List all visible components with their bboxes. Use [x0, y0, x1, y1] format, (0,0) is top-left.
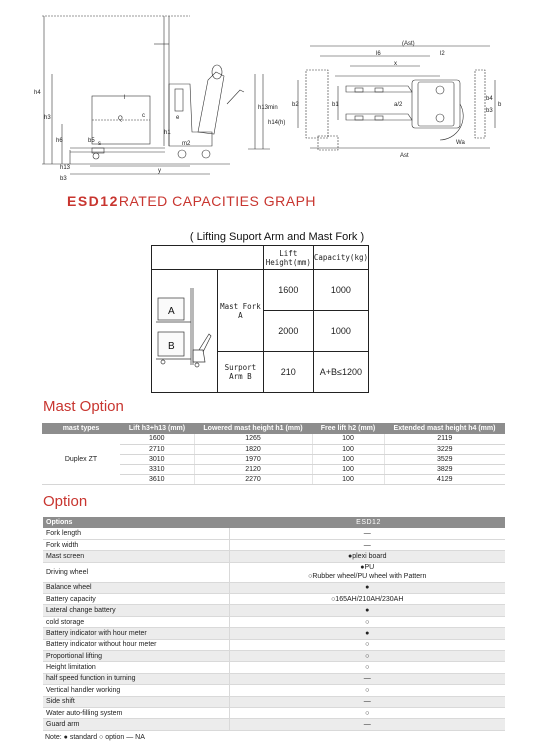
- option-name: half speed function in turning: [43, 673, 229, 684]
- mast-header: Extended mast height h4 (mm): [384, 423, 505, 434]
- header-lift-height: Lift Height(mm): [263, 246, 313, 270]
- free-lift-cell: 100: [312, 444, 384, 454]
- top-view-drawing: [290, 40, 510, 170]
- dim-label: l2: [440, 51, 445, 57]
- table-row: [43, 616, 505, 627]
- dim-label: b1: [332, 102, 339, 108]
- table-row: [43, 528, 505, 539]
- dim-label: b5: [88, 138, 95, 144]
- option-value: —: [229, 696, 505, 707]
- table-row: [43, 539, 505, 550]
- extended-height-cell: 4129: [384, 475, 505, 485]
- mast-header: Lift h3+h13 (mm): [120, 423, 194, 434]
- dim-label: x: [394, 61, 397, 67]
- label-a: A: [167, 306, 175, 317]
- model-code: ESD12: [67, 193, 119, 209]
- capacity-table: [151, 245, 369, 393]
- option-name: Vertical handler working: [43, 685, 229, 696]
- title-text: RATED CAPACITIES GRAPH: [118, 193, 317, 209]
- option-value: —: [229, 719, 505, 730]
- label-support-arm: Surport Arm B: [218, 352, 264, 393]
- extended-height-cell: 3229: [384, 444, 505, 454]
- table-row: [43, 685, 505, 696]
- option-name: Side shift: [43, 696, 229, 707]
- option-value: ○165AH/210AH/230AH: [229, 594, 505, 605]
- dim-label: b: [498, 102, 502, 108]
- mast-header: Lowered mast height h1 (mm): [194, 423, 312, 434]
- dim-label: h1: [164, 130, 171, 136]
- dim-label: b3: [60, 176, 67, 182]
- mast-option-table: [42, 423, 505, 485]
- extended-height-cell: 3529: [384, 454, 505, 464]
- lift-cell: 3610: [120, 475, 194, 485]
- option-name: Battery indicator with hour meter: [43, 628, 229, 639]
- option-name: Balance wheel: [43, 582, 229, 593]
- lowered-height-cell: 1820: [194, 444, 312, 454]
- capacity-table-blank: [152, 246, 264, 270]
- truck-load-illustration: [153, 270, 217, 390]
- mast-type: Duplex ZT: [42, 434, 120, 485]
- option-name: Height limitation: [43, 662, 229, 673]
- mast-header: mast types: [42, 423, 120, 434]
- options-header-model: ESD12: [229, 517, 505, 528]
- option-name: Fork width: [43, 539, 229, 550]
- dim-label: Ast: [400, 153, 409, 159]
- legend-note: Note: ● standard ○ option — NA: [45, 734, 145, 741]
- table-row: [43, 551, 505, 562]
- rated-capacities-subtitle: ( Lifting Suport Arm and Mast Fork ): [189, 231, 365, 243]
- dim-label: a/2: [394, 102, 403, 108]
- option-name: Lateral change battery: [43, 605, 229, 616]
- dim-label: e: [176, 115, 180, 121]
- option-name: Fork length: [43, 528, 229, 539]
- option-name: Driving wheel: [43, 562, 229, 582]
- capacity-value: A+B≤1200: [313, 352, 368, 393]
- table-row: [43, 639, 505, 650]
- dim-label: y: [158, 168, 161, 174]
- label-b: B: [167, 341, 175, 352]
- dim-label: h6: [56, 138, 63, 144]
- dim-label: h13: [60, 165, 71, 171]
- mast-header: Free lift h2 (mm): [312, 423, 384, 434]
- option-value: ○: [229, 616, 505, 627]
- table-row: [43, 562, 505, 582]
- dim-label: Q: [118, 116, 123, 122]
- option-value: ○: [229, 651, 505, 662]
- lift-cell: 2710: [120, 444, 194, 454]
- option-value: ○: [229, 662, 505, 673]
- capacity-value: 1000: [313, 270, 368, 311]
- table-row: [43, 719, 505, 730]
- option-name: Proportional lifting: [43, 651, 229, 662]
- mast-option-title: Mast Option: [43, 398, 124, 415]
- option-value: ●plexi board: [229, 551, 505, 562]
- option-name: Battery indicator without hour meter: [43, 639, 229, 650]
- dim-label: h4: [34, 90, 41, 96]
- dim-label: h3: [44, 115, 51, 121]
- option-value: ○: [229, 639, 505, 650]
- free-lift-cell: 100: [312, 465, 384, 475]
- dim-label: l6: [376, 51, 381, 57]
- option-title: Option: [43, 493, 88, 510]
- dim-label: m2: [182, 141, 191, 147]
- option-value: ●: [229, 628, 505, 639]
- lift-height-value: 1600: [263, 270, 313, 311]
- table-row: [43, 707, 505, 718]
- dim-label: (Ast): [402, 41, 415, 47]
- table-row: [43, 696, 505, 707]
- options-table: [43, 517, 505, 731]
- lift-cell: 3010: [120, 454, 194, 464]
- dim-label: c: [142, 113, 145, 119]
- lowered-height-cell: 1265: [194, 434, 312, 444]
- lift-cell: 1600: [120, 434, 194, 444]
- dim-label: b3: [486, 108, 493, 114]
- table-row: [43, 582, 505, 593]
- dim-label: l: [124, 95, 126, 101]
- table-row: [43, 628, 505, 639]
- table-row: [43, 605, 505, 616]
- option-value-secondary: ○Rubber wheel/PU wheel with Pattern: [308, 573, 427, 581]
- table-row: [43, 651, 505, 662]
- side-view-drawing: [30, 14, 290, 184]
- lift-height-value: 210: [263, 352, 313, 393]
- truck-illustration: [152, 270, 218, 393]
- option-name: cold storage: [43, 616, 229, 627]
- lowered-height-cell: 2270: [194, 475, 312, 485]
- lift-height-value: 2000: [263, 311, 313, 352]
- capacity-value: 1000: [313, 311, 368, 352]
- option-value: ○: [229, 685, 505, 696]
- lowered-height-cell: 1970: [194, 454, 312, 464]
- option-name: Guard arm: [43, 719, 229, 730]
- option-value: ●: [229, 582, 505, 593]
- option-name: Mast screen: [43, 551, 229, 562]
- free-lift-cell: 100: [312, 434, 384, 444]
- dim-label: h14(h): [268, 120, 286, 126]
- label-mast-fork: Mast Fork A: [218, 270, 264, 352]
- dim-label: s: [98, 141, 101, 147]
- table-row: [43, 594, 505, 605]
- dim-label: b2: [292, 102, 299, 108]
- option-value: ●: [229, 605, 505, 616]
- option-value: [229, 562, 505, 582]
- header-capacity: Capacity(kg): [313, 246, 368, 270]
- option-name: Battery capacity: [43, 594, 229, 605]
- option-value-primary: ●PU: [360, 564, 375, 572]
- extended-height-cell: 2119: [384, 434, 505, 444]
- lowered-height-cell: 2120: [194, 465, 312, 475]
- lift-cell: 3310: [120, 465, 194, 475]
- extended-height-cell: 3829: [384, 465, 505, 475]
- table-row: [42, 434, 505, 444]
- free-lift-cell: 100: [312, 454, 384, 464]
- option-value: ○: [229, 707, 505, 718]
- dim-label: b4: [486, 96, 493, 102]
- table-row: [43, 673, 505, 684]
- option-name: Water auto-filling system: [43, 707, 229, 718]
- dim-label: h13min: [258, 105, 278, 111]
- dim-label: Wa: [456, 140, 465, 146]
- rated-capacities-title: [67, 193, 316, 209]
- free-lift-cell: 100: [312, 475, 384, 485]
- option-value: —: [229, 673, 505, 684]
- option-value: —: [229, 528, 505, 539]
- table-row: [43, 662, 505, 673]
- option-value: —: [229, 539, 505, 550]
- options-header-label: Options: [43, 517, 229, 528]
